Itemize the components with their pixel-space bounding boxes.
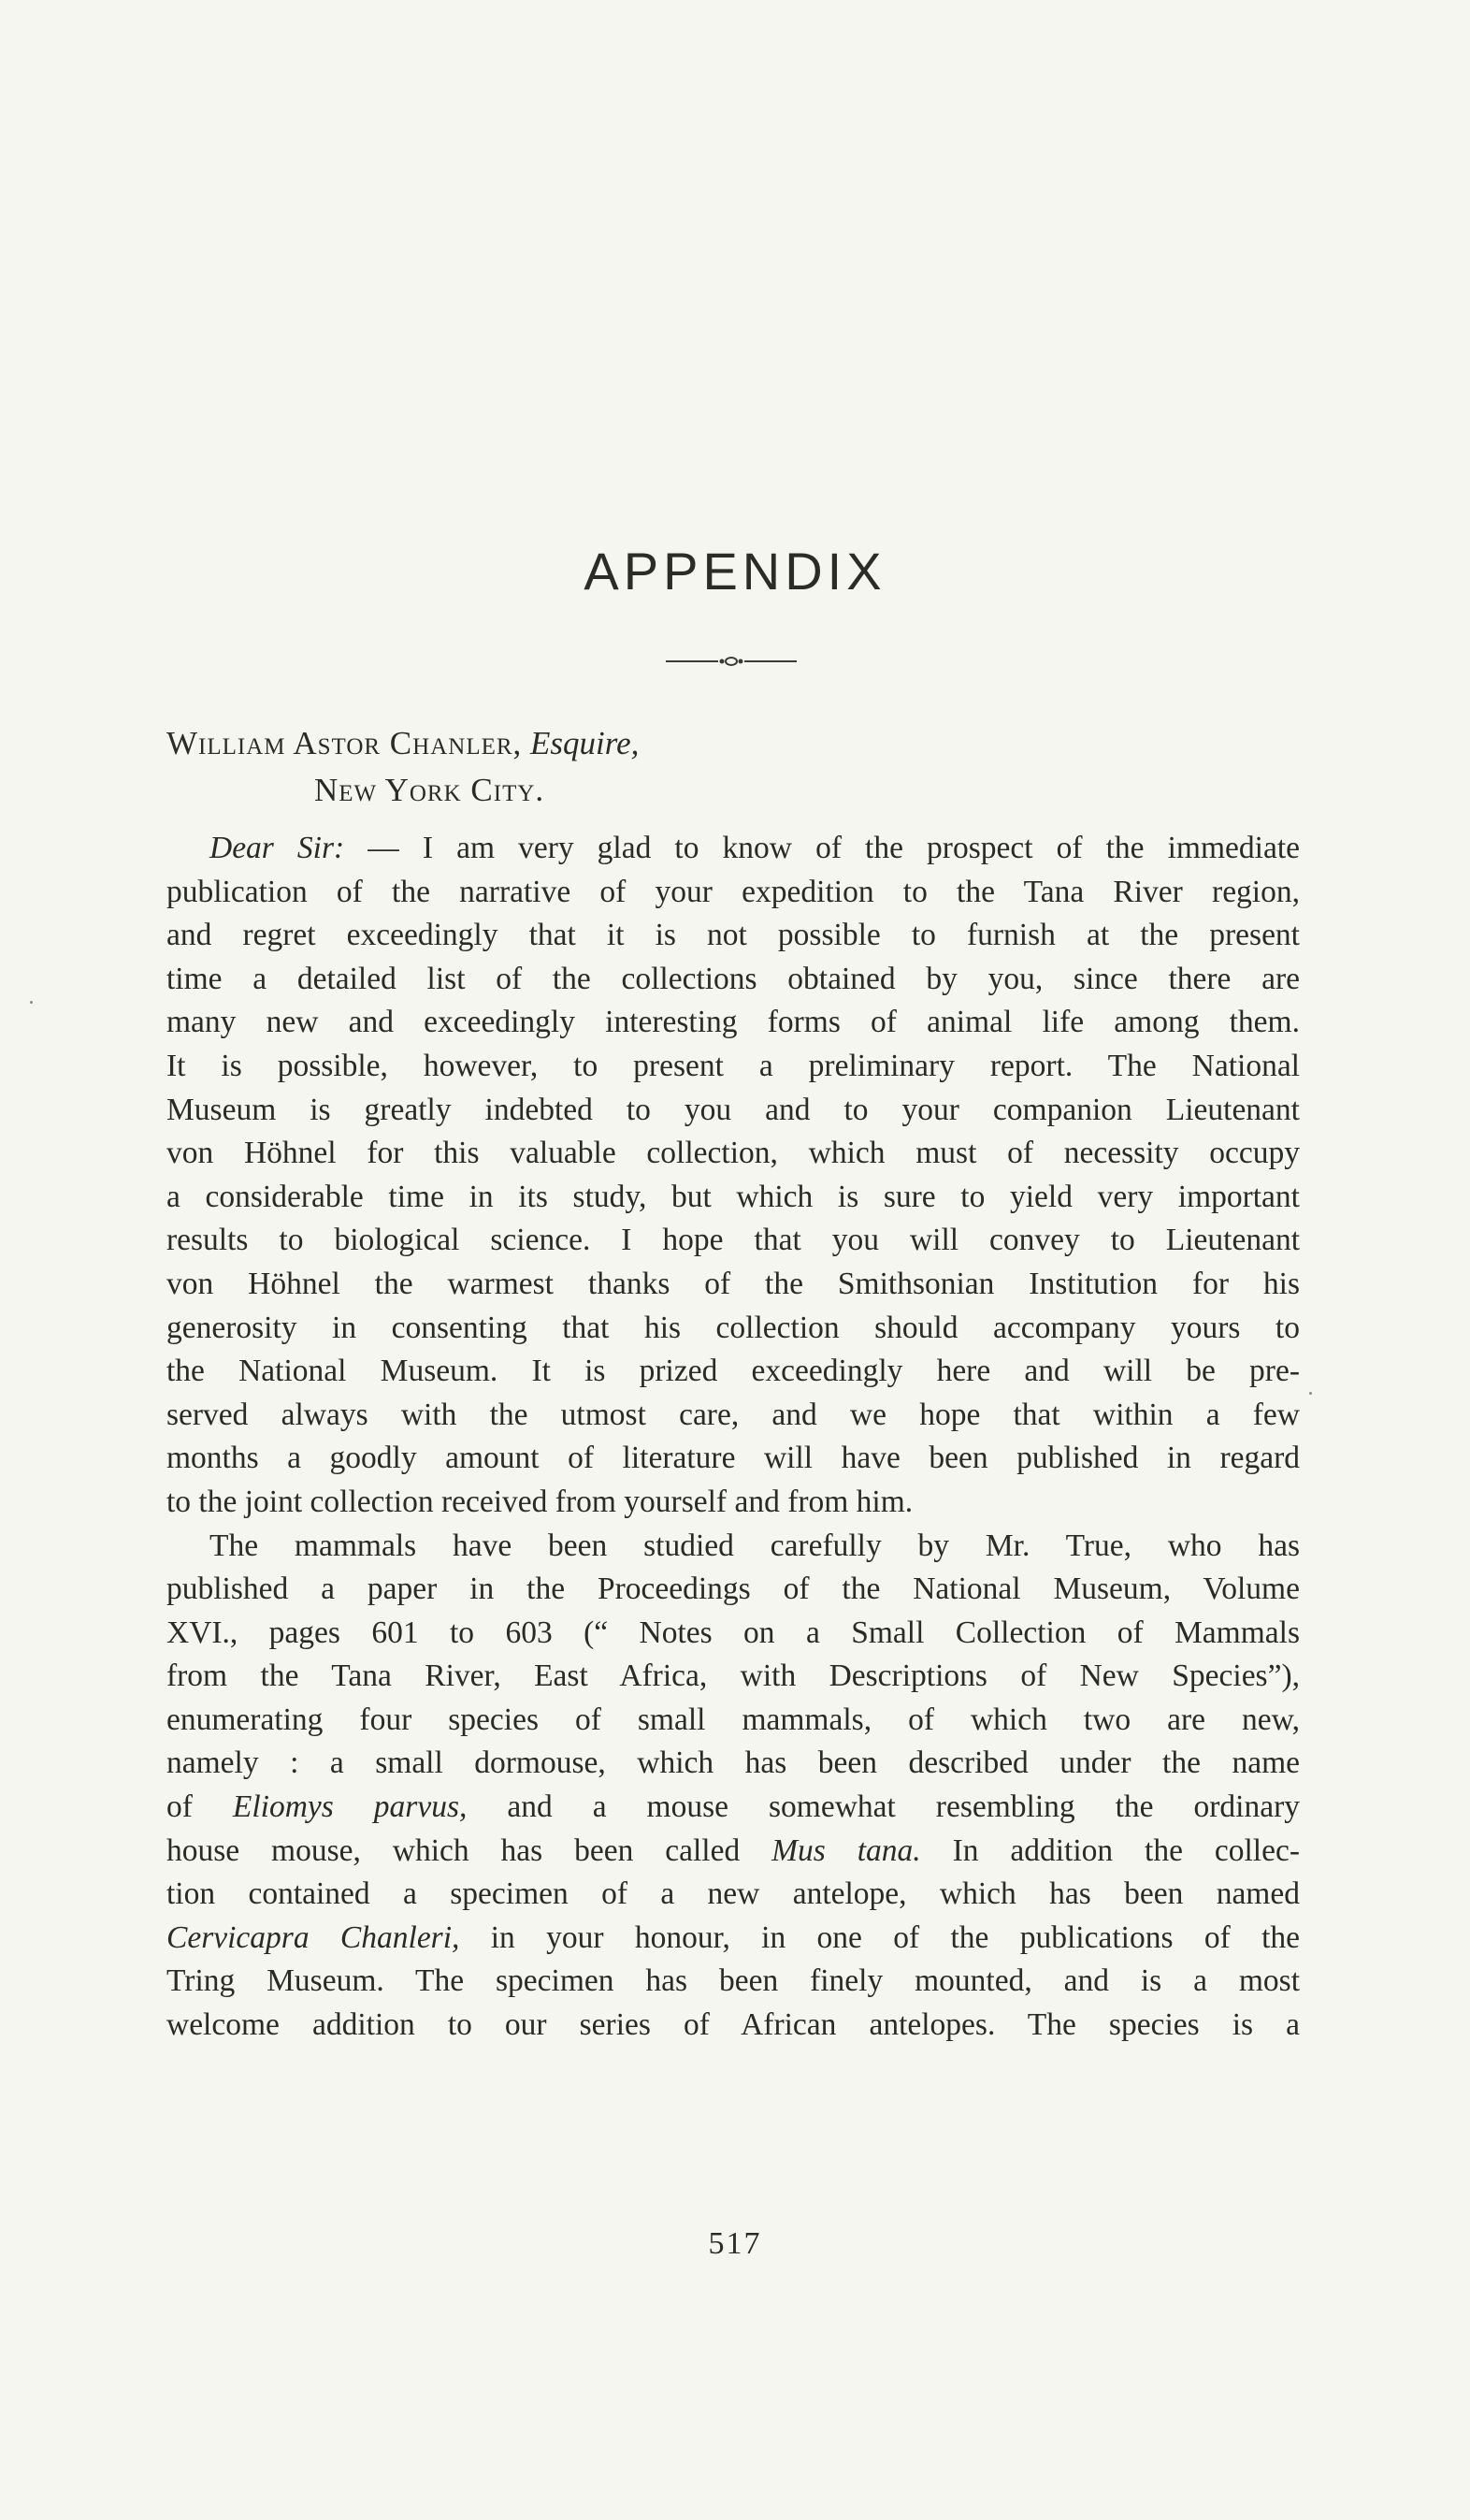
species-name: Eliomys parvus, xyxy=(232,1789,468,1825)
text-line: many new and exceedingly interesting forms of animal life among them. xyxy=(166,1005,1300,1040)
text-line: results to biological science. I hope that you will convey to Lieutenant xyxy=(166,1223,1300,1258)
text-line: welcome addition to our series of African antelopes. The species is a xyxy=(166,2007,1300,2043)
text-line: published a paper in the Proceedings of the National Museum, Volume xyxy=(166,1571,1300,1607)
ornament-divider xyxy=(666,655,797,668)
page-number: 517 xyxy=(708,2226,762,2261)
letter-address xyxy=(166,720,1289,814)
paper-speck xyxy=(30,1001,33,1004)
salutation: Dear Sir: xyxy=(209,831,345,865)
species-name: Cervicapra Chanleri, xyxy=(166,1919,460,1955)
text-line: months a goodly amount of literature will have been published in regard xyxy=(166,1441,1300,1476)
text-line: Dear Sir: — I am very glad to know of the prospect of the immediate xyxy=(209,831,1300,865)
text-line: served always with the utmost care, and we hope that within a few xyxy=(166,1397,1300,1432)
text-line: and regret exceedingly that it is not possible to furnish at the present xyxy=(166,918,1300,953)
text-line: of Eliomys parvus, and a mouse somewhat resembling the ordinary xyxy=(166,1789,1301,1825)
paragraph-1 xyxy=(166,827,1300,1525)
text-line: generosity in consenting that his collection should accompany yours to xyxy=(166,1310,1300,1345)
address-line-2 xyxy=(166,767,1289,814)
text-line: publication of the narrative of your expedition to the Tana River region, xyxy=(166,874,1300,909)
text-line: Tring Museum. The specimen has been finely mounted, and is a most xyxy=(166,1963,1300,1999)
text-line: enumerating four species of small mammals, of which two are new, xyxy=(166,1702,1300,1737)
recipient-title: Esquire, xyxy=(530,725,640,761)
paragraph-2 xyxy=(166,1525,1300,2048)
species-name: Mus tana. xyxy=(771,1832,921,1868)
text-line: namely : a small dormouse, which has been described under the name xyxy=(166,1745,1300,1781)
text-line: It is possible, however, to present a preliminary report. The National xyxy=(166,1048,1300,1083)
text-line: Cervicapra Chanleri, in your honour, in one of the publications of the xyxy=(166,1919,1301,1955)
text-line: house mouse, which has been called Mus tana. In addition the collec- xyxy=(166,1832,1301,1868)
text-line: a considerable time in its study, but which is sure to yield very important xyxy=(166,1179,1300,1214)
letter-body xyxy=(166,827,1300,2048)
text-line: from the Tana River, East Africa, with Descriptions of New Species”), xyxy=(166,1658,1300,1694)
paper-speck xyxy=(1309,1392,1312,1395)
text-line: XVI., pages 601 to 603 (“ Notes on a Small Collection of Mammals xyxy=(166,1615,1300,1650)
text-line: tion contained a specimen of a new antelope, which has been named xyxy=(166,1876,1300,1912)
recipient-name: William Astor Chanler, xyxy=(166,725,523,761)
text-line: to the joint collection received from yourself and from him. xyxy=(166,1484,914,1519)
text-line: The mammals have been studied carefully by Mr. True, who has xyxy=(209,1528,1300,1563)
page-title: APPENDIX xyxy=(584,542,886,601)
text-line: von Höhnel for this valuable collection, which must of necessity occupy xyxy=(166,1136,1300,1171)
text-line: Museum is greatly indebted to you and to your companion Lieutenant xyxy=(166,1092,1300,1127)
recipient-city: New York City. xyxy=(314,772,545,808)
text-line: the National Museum. It is prized exceedingly here and will be pre- xyxy=(166,1354,1300,1389)
text-line: time a detailed list of the collections obtained by you, since there are xyxy=(166,961,1300,996)
address-line-1 xyxy=(166,720,1289,767)
text-line: von Höhnel the warmest thanks of the Smithsonian Institution for his xyxy=(166,1266,1300,1301)
